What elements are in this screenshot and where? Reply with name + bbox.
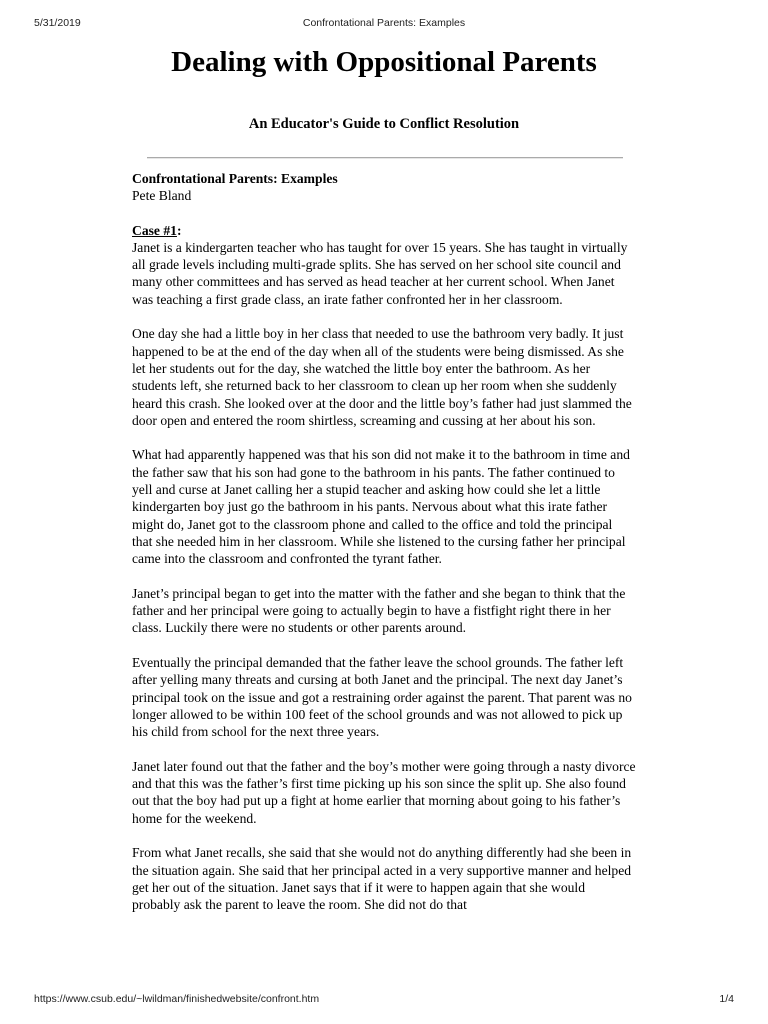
article bbox=[132, 170, 636, 931]
horizontal-divider bbox=[147, 157, 623, 159]
case-heading bbox=[132, 222, 636, 239]
paragraph: Janet is a kindergarten teacher who has taught for over 15 years. She has taught in virtually all grade levels including multi-grade splits. She has served on her school site council and many other committees and has served as head teacher at her current school. When Janet was teaching a first grade class, an irate father confronted her in her classroom. bbox=[132, 239, 628, 307]
document-subtitle: An Educator's Guide to Conflict Resolution bbox=[248, 116, 520, 132]
print-header bbox=[0, 17, 768, 31]
paragraph: From what Janet recalls, she said that she would not do anything differently had she been in the situation again. She said that her principal acted in a very supportive manner and helped get her out of the situation. Janet says that if it were to happen again that she would probably ask the parent to leave the room. She did not do that bbox=[132, 845, 632, 913]
paragraph: Janet’s principal began to get into the matter with the father and she began to think that the father and her principal were going to actually begin to have a fistfight right there in her class. Luckily there were no students or other parents around. bbox=[132, 585, 626, 636]
article-title: Confrontational Parents: Examples bbox=[132, 171, 338, 186]
document-title: Dealing with Oppositional Parents bbox=[171, 46, 597, 78]
case-heading-label: Case #1 bbox=[132, 222, 177, 238]
case-heading-colon: : bbox=[176, 222, 182, 238]
print-page-number: 1/4 bbox=[719, 993, 734, 1005]
print-date: 5/31/2019 bbox=[34, 17, 81, 29]
paragraph: What had apparently happened was that his son did not make it to the bathroom in time and the father saw that his son had gone to the bathroom in his pants. The father continued to yell and curse at Janet calling her a stupid teacher and asking how could she let a little kindergarten boy just go the bathroom in his pants. Nervous about what this irate father might do, Janet got to the classroom phone and called to the office and told the principal that she needed him in her classroom. While she listened to the cursing father her principal came into the classroom and confronted the tyrant father. bbox=[132, 447, 630, 567]
article-author: Pete Bland bbox=[132, 188, 192, 204]
print-footer bbox=[0, 993, 768, 1007]
paragraph: Eventually the principal demanded that the father leave the school grounds. The father left after yelling many threats and cursing at both Janet and the principal. The next day Janet’s principal took on the issue and got a restraining order against the parent. That parent was no longer allowed to be within 100 feet of the school grounds and was not allowed to pick up his child from school for the next three years. bbox=[132, 655, 632, 740]
paragraph: Janet later found out that the father and the boy’s mother were going through a nasty divorce and that this was the father’s first time picking up his son since the split up. She also found out that the boy had put up a fight at home earlier that morning about going to his father’s home for the weekend. bbox=[132, 758, 636, 826]
print-url: https://www.csub.edu/~lwildman/finishedwebsite/confront.htm bbox=[34, 993, 320, 1005]
print-page-title: Confrontational Parents: Examples bbox=[302, 17, 466, 29]
paragraph: One day she had a little boy in her class that needed to use the bathroom very badly. It just happened to be at the end of the day when all of the students were being dismissed. As she let her students out for the day, she watched the little boy enter the bathroom. As her students left, she returned back to her classroom to clean up her room when she suddenly heard this crash. She looked over at the door and the little boy’s father had just slammed the door open and entered the room shirtless, screaming and cussing at her about his son. bbox=[132, 326, 632, 428]
